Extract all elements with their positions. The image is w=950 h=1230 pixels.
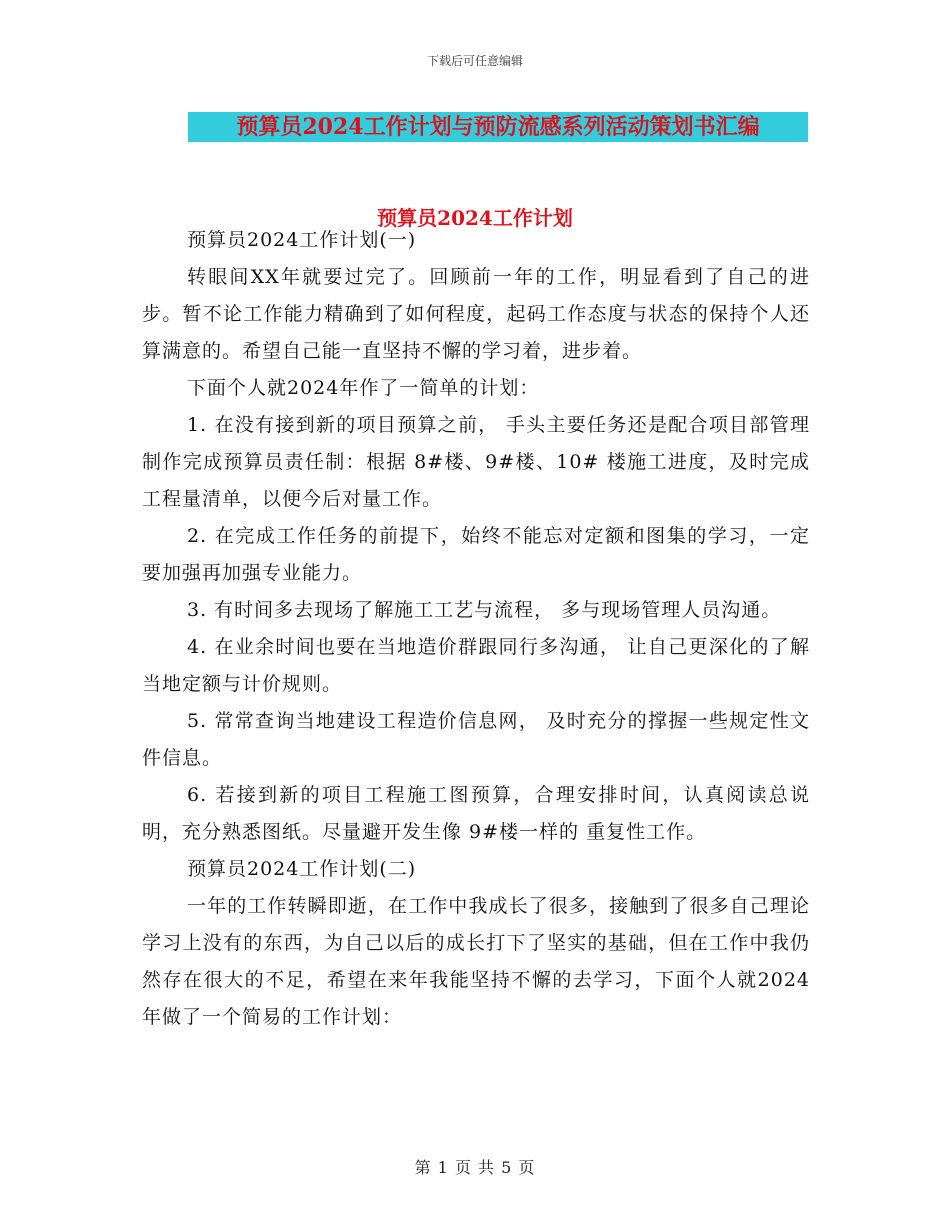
list-item: 3. 有时间多去现场了解施工工艺与流程， 多与现场管理人员沟通。: [187, 599, 782, 621]
list-item: 2. 在完成工作任务的前提下，始终不能忘对定额和图集的学习，一定要加强再加强专业能力。: [142, 525, 810, 584]
section-heading: 预算员2024工作计划(二): [187, 858, 417, 880]
list-item: 4. 在业余时间也要在当地造价群跟同行多沟通， 让自己更深化的了解当地定额与计价规则。: [142, 636, 810, 695]
paragraph: 一年的工作转瞬即逝，在工作中我成长了很多，接触到了很多自己理论学习上没有的东西，为自己以后的成长打下了坚实的基础，但在工作中我仍然存在很大的不足，希望在来年我能坚持不懈的去学习，下面个人就2024年做了一个简易的工作计划：: [142, 895, 810, 1028]
list-item: 6. 若接到新的项目工程施工图预算，合理安排时间，认真阅读总说明，充分熟悉图纸。尽量避开发生像 9#楼一样的 重复性工作。: [142, 784, 810, 843]
paragraph: 转眼间XX年就要过完了。回顾前一年的工作，明显看到了自己的进步。暂不论工作能力精确到了如何程度，起码工作态度与状态的保持个人还算满意的。希望自己能一直坚持不懈的学习着，进步着。: [142, 266, 810, 362]
paragraph: 下面个人就2024年作了一简单的计划：: [187, 377, 540, 399]
page-footer: 第 1 页 共 5 页: [414, 1158, 536, 1177]
document-title: 预算员2024工作计划与预防流感系列活动策划书汇编: [188, 112, 808, 142]
section-title: 预算员2024工作计划: [377, 206, 573, 230]
list-item: 1. 在没有接到新的项目预算之前， 手头主要任务还是配合项目部管理制作完成预算员责任制：根据 8#楼、9#楼、10# 楼施工进度，及时完成工程量清单，以便今后对量工作。: [142, 414, 810, 510]
list-item: 5. 常常查询当地建设工程造价信息网， 及时充分的撑握一些规定性文件信息。: [142, 710, 810, 769]
document-body: [142, 222, 810, 1036]
section-heading: 预算员2024工作计划(一): [187, 229, 417, 251]
page-header: 下载后可任意编辑: [426, 54, 523, 68]
